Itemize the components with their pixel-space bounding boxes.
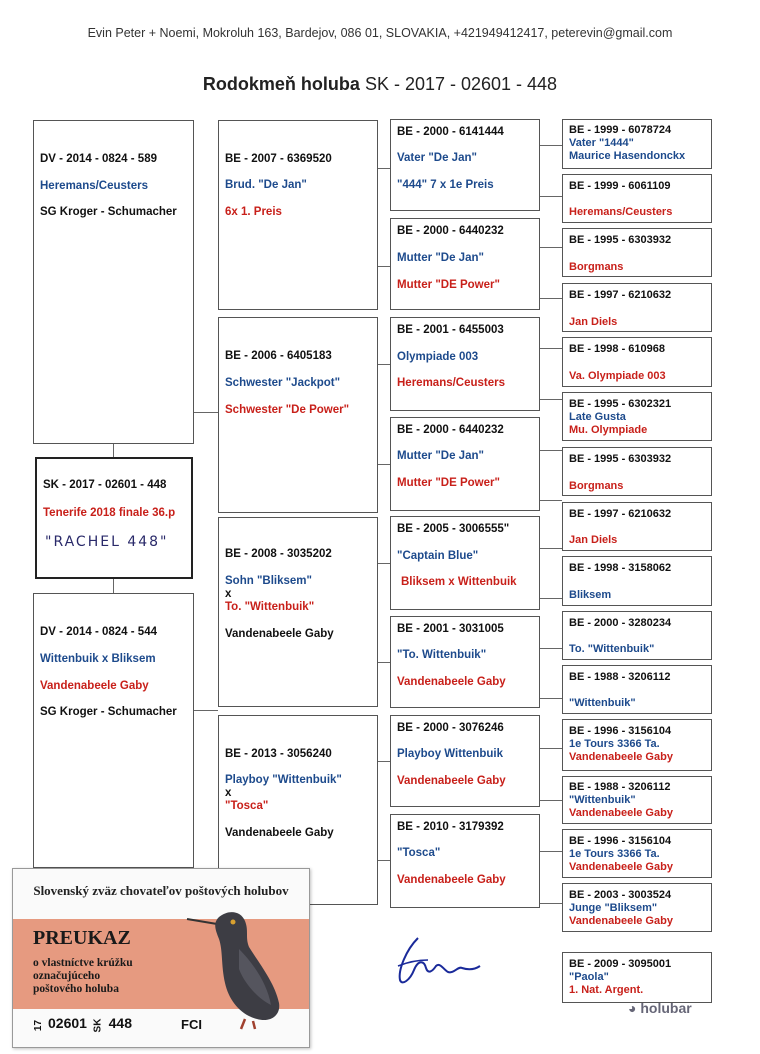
gen2-line3: Vandenabeele Gaby — [225, 827, 334, 839]
gen3-line2: "444" 7 x 1e Preis — [397, 179, 494, 191]
gen4-ring: BE - 2009 - 3095001 — [569, 958, 672, 970]
gen3-ring: BE - 2001 - 3031005 — [397, 623, 504, 635]
brand-icon: ◕ — [628, 1000, 637, 1016]
gen4-line1: To. "Wittenbuik" — [569, 643, 655, 655]
gen3-ring: BE - 2000 - 3076246 — [397, 722, 504, 734]
connector — [540, 903, 562, 904]
connector — [540, 399, 562, 400]
gen2-line2: To. "Wittenbuik" — [225, 601, 315, 613]
gen3-line2: Vandenabeele Gaby — [397, 676, 506, 688]
gen4-line1: Bliksem — [569, 589, 612, 601]
gen4-ring: BE - 1996 - 3156104 — [569, 725, 672, 737]
gen4-ring: BE - 1999 - 6078724 — [569, 124, 672, 136]
connector — [540, 648, 562, 649]
connector — [194, 710, 218, 711]
gen4-box — [562, 174, 712, 223]
gen4-ring: BE - 1995 - 6303932 — [569, 453, 672, 465]
gen4-line1: Late Gusta — [569, 411, 626, 423]
gen4-line1: "Wittenbuik" — [569, 697, 636, 709]
connector — [540, 500, 562, 501]
gen3-line1: Mutter "De Jan" — [397, 450, 484, 462]
gen2-line1: Schwester "Jackpot" — [225, 377, 341, 389]
gen4-box — [562, 447, 712, 496]
gen4-box — [562, 776, 712, 824]
gen2-x: x — [225, 787, 232, 799]
gen4-box — [562, 228, 712, 277]
gen4-box — [562, 119, 712, 169]
gen4-box — [562, 392, 712, 441]
card-number: 02601 — [48, 1015, 87, 1031]
gen4-ring: BE - 1997 - 6210632 — [569, 508, 672, 520]
gen4-line2: Maurice Hasendonckx — [569, 150, 686, 162]
pigeon-icon — [179, 903, 289, 1031]
gen3-ring: BE - 2005 - 3006555" — [397, 523, 510, 535]
mother-line1: Wittenbuik x Bliksem — [40, 653, 156, 665]
gen3-ring: BE - 2000 - 6440232 — [397, 225, 504, 237]
gen3-line1: "Captain Blue" — [397, 550, 479, 562]
signature — [388, 930, 488, 990]
connector — [540, 348, 562, 349]
connector — [194, 412, 218, 413]
connector — [540, 698, 562, 699]
gen2-x: x — [225, 588, 232, 600]
card-suffix: 448 — [108, 1015, 132, 1031]
card-country: SK — [92, 1018, 104, 1033]
gen3-line1: Mutter "De Jan" — [397, 252, 484, 264]
father-line1: Heremans/Ceusters — [40, 180, 149, 192]
gen4-ring: BE - 1999 - 6061109 — [569, 180, 671, 192]
gen3-box — [390, 715, 540, 807]
gen4-line2: Mu. Olympiade — [569, 424, 648, 436]
gen2-ring: BE - 2013 - 3056240 — [225, 748, 332, 760]
gen3-line1: "Tosca" — [397, 847, 441, 859]
gen4-line1: 1e Tours 3366 Ta. — [569, 848, 660, 860]
gen4-line2: Heremans/Ceusters — [569, 206, 673, 218]
card-heading: PREUKAZ — [33, 927, 131, 949]
brand-watermark — [628, 1000, 692, 1016]
connector — [378, 168, 390, 169]
father-ring: DV - 2014 - 0824 - 589 — [40, 153, 157, 165]
gen4-line2: Borgmans — [569, 261, 624, 273]
gen3-line2: Mutter "DE Power" — [397, 477, 500, 489]
connector — [540, 145, 562, 146]
gen4-box — [562, 665, 712, 714]
mother-box — [33, 593, 194, 868]
gen2-box — [218, 120, 378, 310]
gen3-box — [390, 218, 540, 310]
connector — [540, 548, 562, 549]
connector — [540, 598, 562, 599]
gen3-line1: Vater "De Jan" — [397, 152, 477, 164]
gen2-ring: BE - 2008 - 3035202 — [225, 548, 332, 560]
gen4-ring: BE - 1995 - 6303932 — [569, 234, 672, 246]
connector — [540, 298, 562, 299]
gen3-line1: Olympiade 003 — [397, 351, 479, 363]
gen4-ring: BE - 1998 - 610968 — [569, 343, 666, 355]
gen2-line1: Sohn "Bliksem" — [225, 575, 312, 587]
gen4-line2: Jan Diels — [569, 534, 618, 546]
gen4-line2: Vandenabeele Gaby — [569, 807, 673, 819]
gen4-line2: Va. Olympiade 003 — [569, 370, 666, 382]
connector — [540, 800, 562, 801]
gen2-line2: Schwester "De Power" — [225, 404, 350, 416]
gen3-line2: Vandenabeele Gaby — [397, 775, 506, 787]
gen2-ring: BE - 2007 - 6369520 — [225, 153, 332, 165]
mother-line2: Vandenabeele Gaby — [40, 680, 149, 692]
gen3-ring: BE - 2010 - 3179392 — [397, 821, 504, 833]
gen4-line1: "Paola" — [569, 971, 609, 983]
card-ring-number — [33, 1015, 132, 1031]
card-org: Slovenský zväz chovateľov poštových holubov — [33, 883, 289, 898]
bird-ring: SK - 2017 - 02601 - 448 — [43, 479, 167, 491]
connector — [540, 247, 562, 248]
mother-line3: SG Kroger - Schumacher — [40, 706, 177, 718]
title-label: Rodokmeň holuba — [202, 74, 360, 94]
gen4-box — [562, 883, 712, 932]
gen4-ring: BE - 1996 - 3156104 — [569, 835, 672, 847]
gen2-line2: "Tosca" — [225, 800, 269, 812]
connector — [540, 196, 562, 197]
gen2-ring: BE - 2006 - 6405183 — [225, 350, 332, 362]
gen3-line1: "To. Wittenbuik" — [397, 649, 487, 661]
gen3-line1: Playboy Wittenbuik — [397, 748, 503, 760]
bird-box — [35, 457, 193, 579]
connector — [378, 266, 390, 267]
gen4-line2: 1. Nat. Argent. — [569, 984, 644, 996]
bird-note: Tenerife 2018 finale 36.p — [43, 507, 176, 519]
gen4-line2: Vandenabeele Gaby — [569, 751, 673, 763]
gen4-line2: Vandenabeele Gaby — [569, 915, 673, 927]
connector — [378, 860, 390, 861]
connector — [540, 748, 562, 749]
connector — [378, 364, 390, 365]
mother-ring: DV - 2014 - 0824 - 544 — [40, 626, 157, 638]
gen4-ring: BE - 1995 - 6302321 — [569, 398, 672, 410]
gen4-line1: Vater "1444" — [569, 137, 634, 149]
gen3-box — [390, 119, 540, 211]
gen3-box — [390, 814, 540, 908]
gen4-line1: 1e Tours 3366 Ta. — [569, 738, 660, 750]
bird-name: "RACHEL 448" — [45, 534, 169, 550]
card-year: 17 — [33, 1019, 45, 1032]
gen4-line1: "Wittenbuik" — [569, 794, 636, 806]
gen4-box — [562, 829, 712, 878]
father-line2: SG Kroger - Schumacher — [40, 206, 177, 218]
gen4-box — [562, 502, 712, 551]
gen4-ring: BE - 1998 - 3158062 — [569, 562, 672, 574]
father-box — [33, 120, 194, 444]
gen3-ring: BE - 2001 - 6455003 — [397, 324, 504, 336]
gen4-box — [562, 283, 712, 332]
gen3-box — [390, 616, 540, 708]
gen4-ring: BE - 1997 - 6210632 — [569, 289, 672, 301]
contact-header: Evin Peter + Noemi, Mokroluh 163, Bardejov, 086 01, SLOVAKIA, +421949412417, peterevin@gmail.com — [87, 26, 673, 40]
gen3-line2: Heremans/Ceusters — [397, 377, 506, 389]
gen4-box — [562, 611, 712, 660]
gen4-ring: BE - 1988 - 3206112 — [569, 671, 671, 683]
connector — [378, 761, 390, 762]
gen4-line2: Vandenabeele Gaby — [569, 861, 673, 873]
connector — [113, 444, 114, 457]
gen2-line1: Playboy "Wittenbuik" — [225, 774, 342, 786]
gen4-line1: Junge "Bliksem" — [569, 902, 658, 914]
page-title — [0, 74, 760, 95]
gen3-box — [390, 317, 540, 411]
gen4-box — [562, 337, 712, 387]
gen2-line1: Brud. "De Jan" — [225, 179, 307, 191]
gen4-box — [562, 952, 712, 1003]
gen3-line2: Bliksem x Wittenbuik — [401, 576, 517, 588]
card-text-1: o vlastníctve krúžku — [33, 957, 133, 969]
gen4-box — [562, 719, 712, 771]
connector — [113, 579, 114, 593]
connector — [540, 851, 562, 852]
gen3-ring: BE - 2000 - 6440232 — [397, 424, 504, 436]
connector — [378, 563, 390, 564]
gen3-ring: BE - 2000 - 6141444 — [397, 126, 504, 138]
gen2-box — [218, 517, 378, 707]
gen4-ring: BE - 2003 - 3003524 — [569, 889, 672, 901]
title-ring: SK - 2017 - 02601 - 448 — [364, 74, 558, 94]
brand-text: holubar — [640, 1000, 692, 1016]
gen4-box — [562, 556, 712, 606]
connector — [378, 464, 390, 465]
gen3-line2: Vandenabeele Gaby — [397, 874, 506, 886]
ring-certificate-card — [12, 868, 310, 1048]
gen4-line2: Borgmans — [569, 480, 624, 492]
gen4-line2: Jan Diels — [569, 316, 618, 328]
gen2-line3: Vandenabeele Gaby — [225, 628, 334, 640]
gen3-box — [390, 516, 540, 610]
gen4-ring: BE - 2000 - 3280234 — [569, 617, 672, 629]
gen2-line2: 6x 1. Preis — [225, 206, 282, 218]
gen3-line2: Mutter "DE Power" — [397, 279, 500, 291]
card-fci: FCI — [181, 1017, 202, 1032]
gen3-box — [390, 417, 540, 511]
connector — [540, 450, 562, 451]
gen2-box — [218, 317, 378, 513]
gen4-ring: BE - 1988 - 3206112 — [569, 781, 671, 793]
card-text-3: poštového holuba — [33, 983, 119, 995]
connector — [378, 662, 390, 663]
card-text-2: označujúceho — [33, 970, 101, 982]
